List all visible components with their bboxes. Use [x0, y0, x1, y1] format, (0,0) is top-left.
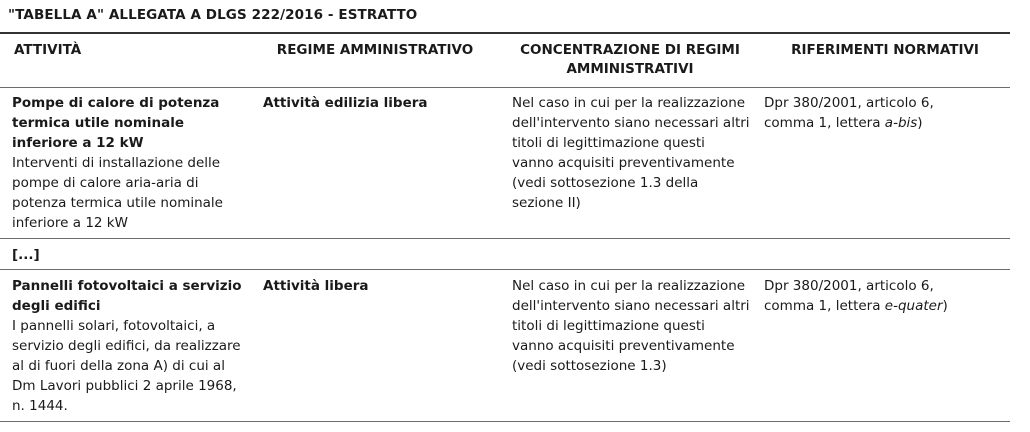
row1-riferimenti-letter: a-bis	[884, 115, 918, 131]
top-rule	[0, 32, 1010, 34]
row2-activity-desc: I pannelli solari, fotovoltaici, a servizio degli edifici, da realizzare al di fuori della zona A) di cui al Dm Lavori pubblici 2 aprile 1968, n. 1444.	[12, 318, 241, 414]
row1-riferimenti-close: )	[917, 115, 923, 131]
row2-riferimenti-text: Dpr 380/2001, articolo 6, comma 1, lettera	[764, 278, 934, 314]
row1-activity-title: Pompe di calore di potenza termica utile nominale inferiore a 12 kW	[12, 95, 220, 151]
header-rule	[0, 87, 1010, 88]
header-riferimenti: RIFERIMENTI NORMATIVI	[791, 42, 979, 58]
row2-riferimenti	[764, 276, 969, 316]
row1-concentrazione: Nel caso in cui per la realizzazione dell'intervento siano necessari altri titoli di legittimazione questi vanno acquisiti preventivamente (vedi sottosezione 1.3 della sezione II)	[512, 95, 750, 211]
row2-activity	[12, 276, 252, 416]
ellipsis-rule	[0, 269, 1010, 270]
row2-riferimenti-close: )	[942, 298, 948, 314]
row1-regime: Attività edilizia libera	[263, 95, 428, 111]
bottom-rule	[0, 421, 1010, 422]
table-title: "TABELLA A" ALLEGATA A DLGS 222/2016 - ESTRATTO	[8, 7, 418, 23]
row2-concentrazione: Nel caso in cui per la realizzazione dell'intervento siano necessari altri titoli di legittimazione questi vanno acquisiti preventivamente (vedi sottosezione 1.3)	[512, 278, 750, 374]
row2-regime: Attività libera	[263, 278, 369, 294]
header-concentrazione-line1: CONCENTRAZIONE DI REGIMI	[520, 42, 740, 58]
header-regime: REGIME AMMINISTRATIVO	[276, 42, 474, 58]
row2-riferimenti-letter: e-quater	[884, 298, 943, 314]
header-concentrazione-line2: AMMINISTRATIVI	[566, 61, 694, 77]
row1-riferimenti-text: Dpr 380/2001, articolo 6, comma 1, lettera	[764, 95, 934, 131]
row1-activity	[12, 93, 250, 233]
row2-activity-title: Pannelli fotovoltaici a servizio degli edifici	[12, 278, 242, 314]
header-attivita: ATTIVITÀ	[14, 42, 82, 58]
row1-rule	[0, 238, 1010, 239]
header-concentrazione	[505, 41, 755, 79]
row1-riferimenti	[764, 93, 969, 133]
ellipsis-row: [...]	[12, 247, 40, 263]
row1-activity-desc: Interventi di installazione delle pompe di calore aria-aria di potenza termica utile nominale inferiore a 12 kW	[12, 155, 223, 231]
